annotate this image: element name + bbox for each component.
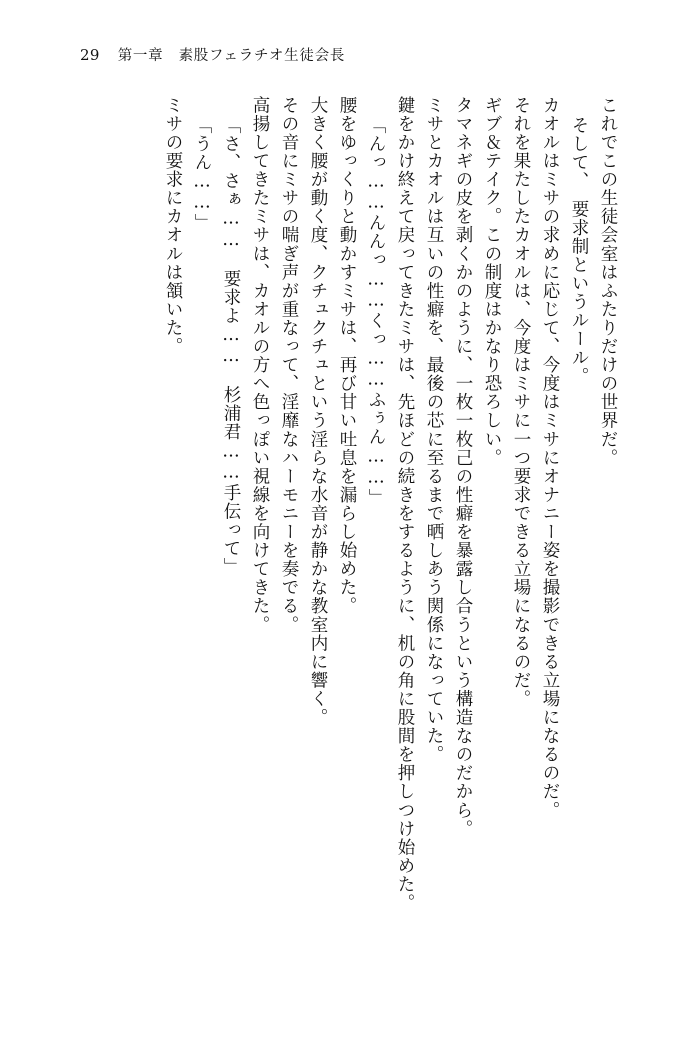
text-line: その音にミサの喘ぎ声が重なって、淫靡なハーモニーを奏でる。: [279, 96, 299, 634]
text-line: 腰をゆっくりと動かすミサは、再び甘い吐息を漏らし始めた。: [337, 96, 357, 616]
text-line: これでこの生徒会室はふたりだけの世界だ。: [598, 96, 618, 467]
text-line: 「うん……」: [192, 116, 212, 233]
text-line: ミサの要求にカオルは頷いた。: [163, 96, 183, 356]
text-line: 「さ、さぁ…… 要求よ…… 杉浦君……手伝って」: [221, 116, 241, 577]
text-line: そして、 要求制というルール。: [569, 116, 589, 386]
text-line: 「んっ……んんっ……くっ……ふぅん……」: [366, 116, 386, 507]
text-line: ミサとカオルは互いの性癖を、最後の芯に至るまで晒しあう関係になっていた。: [424, 96, 444, 764]
text-line: それを果たしたカオルは、今度はミサに一つ要求できる立場になるのだ。: [511, 96, 531, 709]
vertical-text-body: [78, 96, 616, 1010]
text-line: ギブ＆テイク。この制度はかなり恐ろしい。: [482, 96, 502, 467]
page-header: [80, 44, 620, 68]
page-number: 29: [80, 46, 100, 64]
text-line: 大きく腰が動く度、クチュクチュという淫らな水音が静かな教室内に響く。: [308, 96, 328, 727]
text-line: 高揚してきたミサは、カオルの方へ色っぽい視線を向けてきた。: [250, 96, 270, 634]
text-line: タマネギの皮を剥くかのように、一枚一枚己の性癖を暴露し合うという構造なのだから。: [453, 96, 473, 838]
text-line: 鍵をかけ終えて戻ってきたミサは、先ほどの続きをするように、机の角に股間を押しつけ始めた。: [395, 96, 415, 913]
text-line: カオルはミサの求めに応じて、今度はミサにオナニー姿を撮影できる立場になるのだ。: [540, 96, 560, 820]
chapter-running-head: 第一章 素股フェラチオ生徒会長: [117, 48, 346, 64]
